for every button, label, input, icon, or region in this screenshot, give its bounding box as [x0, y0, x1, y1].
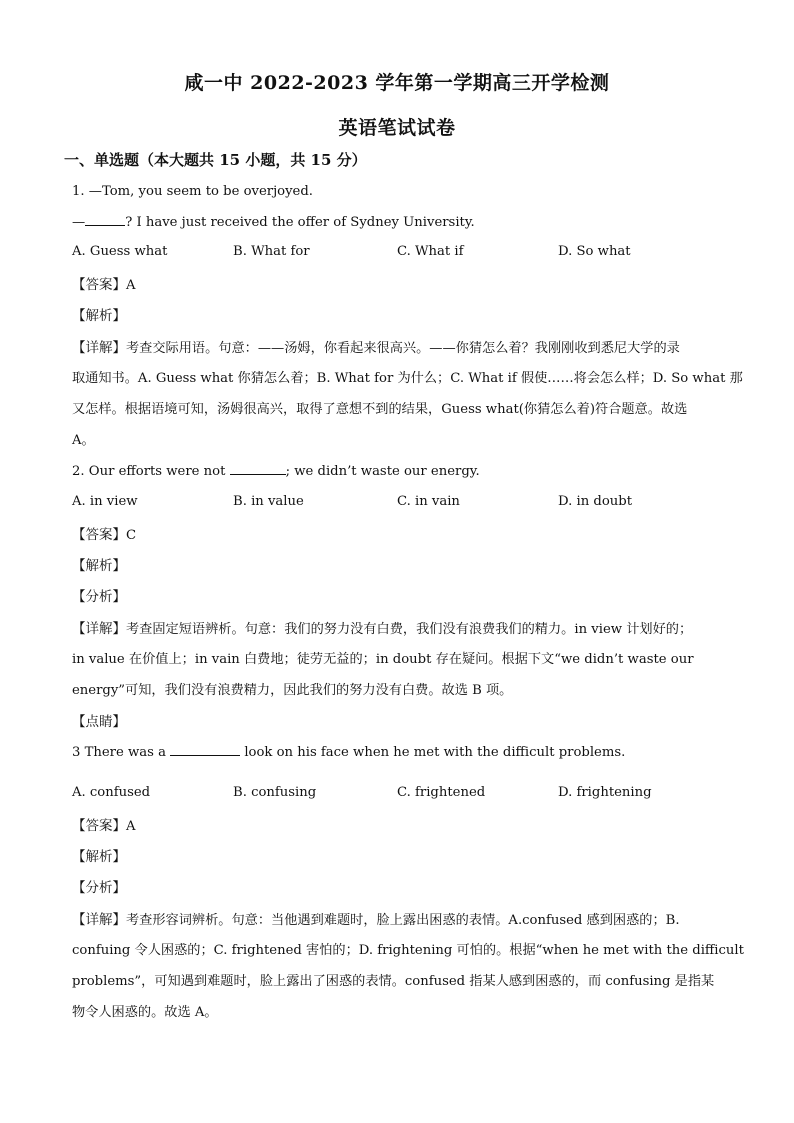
exam-subtitle: 英语笔试试卷: [338, 117, 456, 139]
exam-title: 咸一中 2022-2023 学年第一学期高三开学检测: [184, 72, 610, 94]
q1-option-d: D. So what: [558, 244, 631, 259]
q1-stem-line2: — ? I have just received the offer of Sydney University.: [72, 215, 475, 230]
q1-option-c: C. What if: [397, 244, 464, 259]
q1-stem-line1: 1. —Tom, you seem to be overjoyed.: [72, 184, 313, 199]
q2-detail-line1: 【详解】考查固定短语辨析。句意：我们的努力没有白费，我们没有浪费我们的精力。in view 计划好的；: [72, 621, 693, 637]
q2-note-label: 【点睛】: [72, 714, 126, 730]
q2-option-d: D. in doubt: [558, 494, 633, 509]
q2-answer: 【答案】C: [72, 527, 137, 543]
q1-option-b: B. What for: [233, 244, 310, 259]
q3-option-b: B. confusing: [233, 785, 317, 800]
section-heading: 一、单选题（本大题共 15 小题，共 15 分）: [64, 151, 367, 169]
q3-fenxi-label: 【分析】: [72, 880, 126, 896]
q2-options: [72, 494, 722, 514]
q2-detail-line2: in value 在价值上；in vain 白费地；徒劳无益的；in doubt 存在疑问。根据下文“we didn’t waste our: [72, 652, 694, 667]
q3-options: [72, 785, 722, 805]
q3-analysis-label: 【解析】: [72, 849, 126, 865]
q3-stem: 3 There was a look on his face when he met with the difficult problems.: [72, 745, 626, 760]
q1-option-a: A. Guess what: [72, 244, 168, 259]
q1-analysis-label: 【解析】: [72, 308, 126, 324]
q3-detail-line2: confuing 令人困惑的；C. frightened 害怕的；D. frightening 可怕的。根据“when he met with the difficult: [72, 943, 744, 958]
q3-blank: [170, 743, 240, 756]
q1-detail-line3: 又怎样。根据语境可知，汤姆很高兴，取得了意想不到的结果，Guess what(你猜怎么着)符合题意。故选: [72, 402, 688, 417]
q1-detail-line2: 取通知书。A. Guess what 你猜怎么着；B. What for 为什么；C. What if 假使……将会怎么样；D. So what 那: [72, 371, 743, 386]
q2-option-b: B. in value: [233, 494, 304, 509]
q1-detail-line1: 【详解】考查交际用语。句意：——汤姆，你看起来很高兴。——你猜怎么着？我刚刚收到悉尼大学的录: [72, 340, 680, 356]
q2-fenxi-label: 【分析】: [72, 589, 126, 605]
q3-detail-line1: 【详解】考查形容词辨析。句意：当他遇到难题时，脸上露出困惑的表情。A.confused 感到困惑的；B.: [72, 912, 680, 928]
q2-stem: 2. Our efforts were not ; we didn’t waste our energy.: [72, 464, 480, 479]
q3-option-d: D. frightening: [558, 785, 652, 800]
q3-detail-line3: problems”，可知遇到难题时，脸上露出了困惑的表情。confused 指某人感到困惑的，而 confusing 是指某: [72, 974, 715, 989]
q2-detail-line3: energy”可知，我们没有浪费精力，因此我们的努力没有白费。故选 B 项。: [72, 683, 513, 698]
q3-option-c: C. frightened: [397, 785, 486, 800]
q1-options: [72, 244, 722, 264]
q3-option-a: A. confused: [72, 785, 151, 800]
q1-answer: 【答案】A: [72, 277, 136, 293]
q2-analysis-label: 【解析】: [72, 558, 126, 574]
q2-blank: [230, 462, 286, 475]
q1-blank: [85, 213, 125, 226]
q3-answer: 【答案】A: [72, 818, 136, 834]
q2-option-c: C. in vain: [397, 494, 460, 509]
q1-detail-line4: A。: [72, 433, 95, 448]
q2-option-a: A. in view: [72, 494, 138, 509]
q3-detail-line4: 物令人困惑的。故选 A。: [72, 1005, 218, 1020]
